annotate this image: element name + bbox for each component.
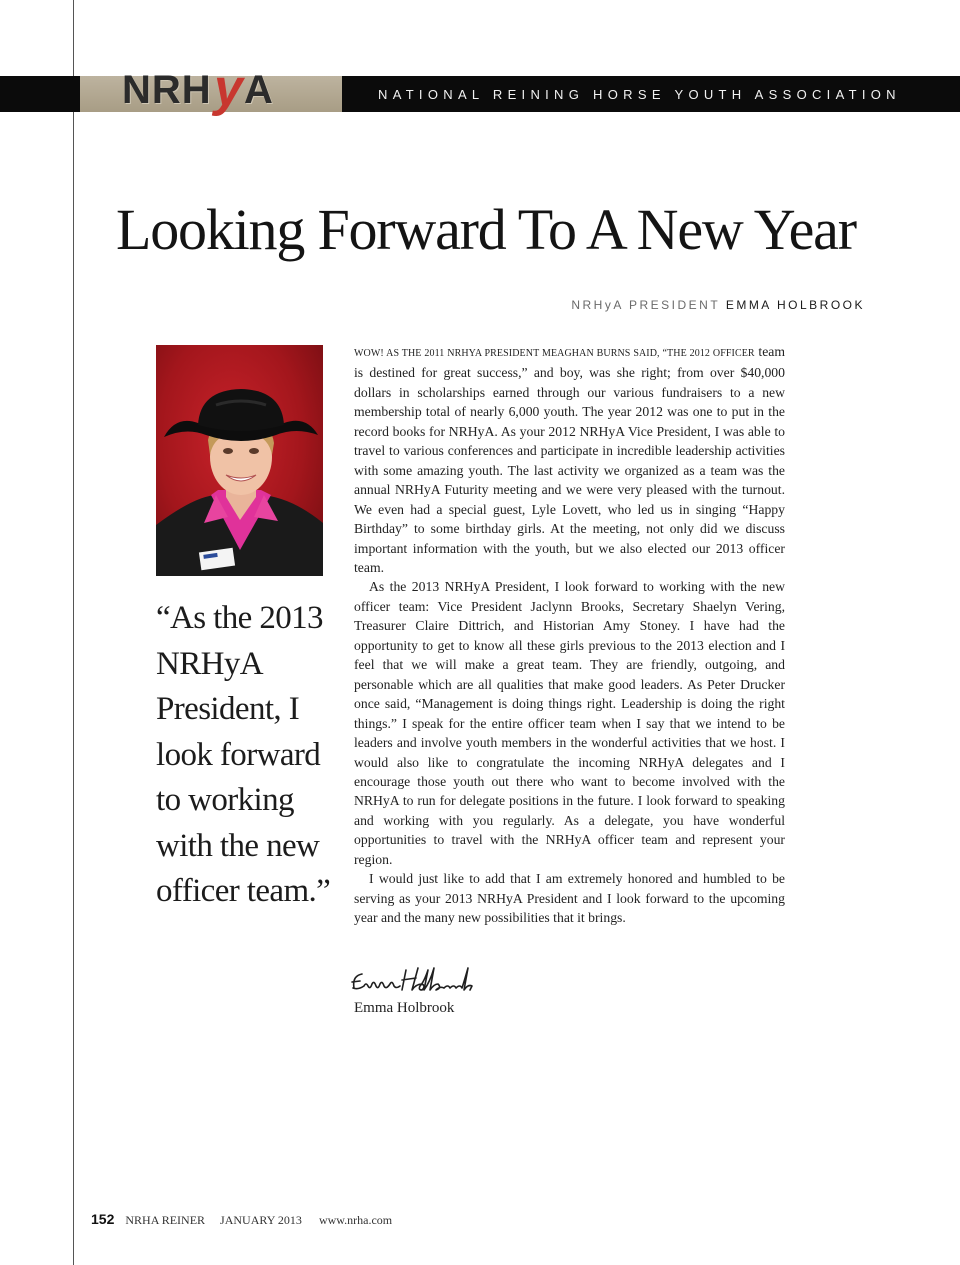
page-footer [91, 1211, 392, 1228]
byline-role: NRHyA PRESIDENT [571, 298, 720, 312]
author-photo [156, 345, 323, 576]
paragraph-1 [354, 342, 785, 577]
handwritten-signature [350, 962, 490, 996]
pull-quote: “As the 2013 NRHyA President, I look forward to working with the new officer team.” [156, 600, 331, 909]
publication-name: NRHA REINER [125, 1213, 206, 1227]
banner-title: NATIONAL REINING HORSE YOUTH ASSOCIATION [378, 87, 901, 102]
page-margin-rule [73, 0, 74, 1265]
nrhya-logo: NRH y A [122, 59, 274, 117]
signature-scribble [350, 962, 490, 996]
paragraph-2: As the 2013 NRHyA President, I look forward to working with the new officer team: Vice President Jaclynn Brooks, Secretary Shaelyn Vering, Treasurer Claire Dittrich, and Historian Amy Stoney. I have had the opportunity to get to know all these girls previous to the 2013 election and I feel that we will make a great team. They are friendly, outgoing, and personable which are all qualities that make good leaders. As Peter Drucker once said, “Management is doing things right. Leadership is doing the right things.” I speak for the entire officer team when I say that we intend to be leaders and involve youth members in the wonderful activities that we host. I would also like to congratulate the incoming NRHyA delegates and I encourage those youth out there who want to become involved with the NRHyA to run for delegate positions in the future. I look forward to speaking and working with you regularly. As a delegate, you have wonderful opportunities to travel with the NRHyA officer team and represent your region. [354, 579, 785, 867]
lead-in: WOW! AS THE 2011 NRHYA PRESIDENT MEAGHAN BURNS SAID, “THE 2012 OFFICER [354, 348, 755, 359]
byline [571, 298, 865, 312]
byline-name: EMMA HOLBROOK [725, 298, 865, 312]
page-number: 152 [91, 1211, 115, 1227]
article-title: Looking Forward To A New Year [116, 197, 856, 262]
website-link[interactable]: www.nrha.com [318, 1213, 393, 1227]
issue-date: JANUARY 2013 [220, 1213, 302, 1227]
portrait-illustration [156, 345, 323, 576]
paragraph-1-text: team is destined for great success,” and boy, was she right; from over $40,000 dollars in scholarships earned through our various fundraisers to a new membership total of nearly 6,000 youth. The year 2012 was one to put in the record books for NRHyA. As your 2012 NRHyA Vice President, I was able to travel to various conferences and participate in incredible leadership activities with some amazing youth. The last activity we organized as a team was the annual NRHyA Futurity meeting and we were very pleased with the turnout. We even had a special guest, Lyle Lovett, who led us in singing “Happy Birthday” to some birthday girls. At the meeting, not only did we discuss important information with the youth, but we also elected our 2013 officer team. [354, 344, 785, 575]
signer-name: Emma Holbrook [354, 1000, 455, 1016]
paragraph-3: I would just like to add that I am extremely honored and humbled to be serving as your 2013 NRHyA President and I look forward to the upcoming year and the many new possibilities that it brings. [354, 871, 785, 926]
article-body [354, 342, 785, 928]
